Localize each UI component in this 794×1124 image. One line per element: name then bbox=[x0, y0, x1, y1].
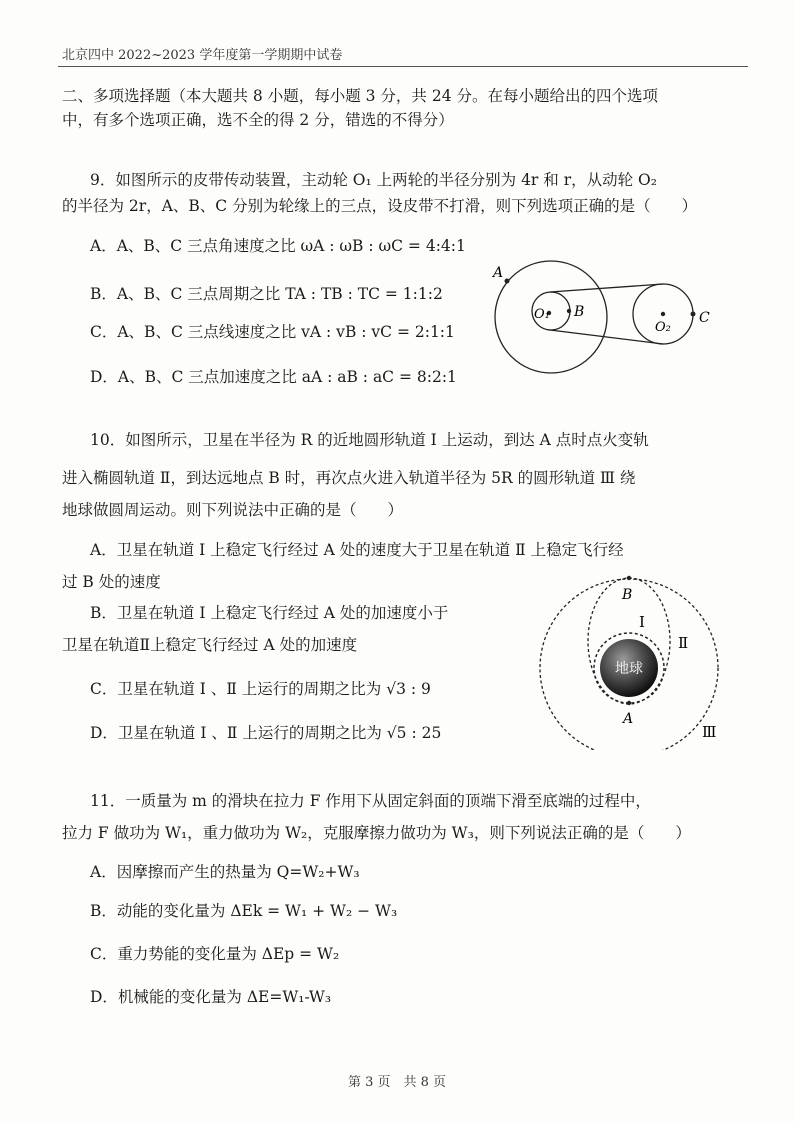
point-b bbox=[627, 576, 631, 580]
belt-upper bbox=[550, 284, 663, 292]
q10-option-c: C．卫星在轨道 Ⅰ 、Ⅱ 上运行的周期之比为 √3 : 9 bbox=[90, 680, 431, 698]
belt-drive-figure bbox=[480, 255, 720, 390]
q9-option-d: D．A、B、C 三点加速度之比 aA : aB : aC = 8:2:1 bbox=[90, 368, 457, 386]
q9-option-b: B．A、B、C 三点周期之比 TA : TB : TC = 1:1:2 bbox=[90, 285, 443, 303]
q9-option-c: C．A、B、C 三点线速度之比 vA : vB : vC = 2:1:1 bbox=[90, 323, 455, 341]
label-earth: 地球 bbox=[615, 661, 643, 677]
q11-stem-line2: 拉力 F 做功为 W₁，重力做功为 W₂，克服摩擦力做功为 W₃，则下列说法正确的是（ ） bbox=[62, 824, 691, 842]
section-heading-line1: 二、多项选择题（本大题共 8 小题，每小题 3 分，共 24 分。在每小题给出的四个选项 bbox=[62, 87, 659, 105]
point-b bbox=[567, 309, 571, 313]
label-o2: O₂ bbox=[655, 320, 671, 335]
label-b: B bbox=[622, 587, 633, 603]
label-orbit-iii: Ⅲ bbox=[702, 723, 717, 741]
q10-stem-line1: 10．如图所示，卫星在半径为 R 的近地圆形轨道 Ⅰ 上运动，到达 A 点时点火变轨 bbox=[90, 431, 649, 449]
q10-option-a-line2: 过 B 处的速度 bbox=[62, 573, 161, 591]
label-a: A bbox=[493, 265, 504, 281]
q9-stem-line1: 9．如图所示的皮带传动装置，主动轮 O₁ 上两轮的半径分别为 4r 和 r，从动轮 O₂ bbox=[90, 171, 657, 189]
q10-option-b-line1: B．卫星在轨道 Ⅰ 上稳定飞行经过 A 处的加速度小于 bbox=[90, 604, 449, 622]
label-a: A bbox=[623, 711, 634, 727]
point-c bbox=[691, 312, 696, 317]
label-o1: O₁ bbox=[534, 307, 550, 322]
point-a bbox=[627, 701, 631, 705]
center-o2 bbox=[661, 312, 665, 316]
q9-stem-line2: 的半径为 2r，A、B、C 分别为轮缘上的三点，设皮带不打滑，则下列选项正确的是（ ） bbox=[62, 197, 698, 215]
q11-stem-line1: 11．一质量为 m 的滑块在拉力 F 作用下从固定斜面的顶端下滑至底端的过程中， bbox=[90, 792, 651, 810]
belt-lower bbox=[550, 330, 663, 344]
header-rule bbox=[58, 66, 748, 67]
q10-option-a-line1: A．卫星在轨道 Ⅰ 上稳定飞行经过 A 处的速度大于卫星在轨道 Ⅱ 上稳定飞行经 bbox=[90, 541, 624, 559]
q9-option-a: A．A、B、C 三点角速度之比 ωA : ωB : ωC = 4:4:1 bbox=[90, 237, 466, 255]
q10-stem-line3: 地球做圆周运动。则下列说法中正确的是（ ） bbox=[62, 501, 404, 519]
large-wheel-o1 bbox=[495, 261, 607, 373]
page-footer: 第 3 页 共 8 页 bbox=[347, 1075, 447, 1090]
section-heading-line2: 中，有多个选项正确，选不全的得 2 分，错选的不得分） bbox=[62, 111, 454, 129]
point-a bbox=[505, 279, 510, 284]
label-c: C bbox=[699, 310, 710, 326]
q10-option-d: D．卫星在轨道 Ⅰ 、Ⅱ 上运行的周期之比为 √5 : 25 bbox=[90, 724, 442, 742]
label-orbit-ii: Ⅱ bbox=[678, 634, 689, 652]
q11-option-c: C．重力势能的变化量为 ΔEp = W₂ bbox=[90, 945, 340, 963]
q10-stem-line2: 进入椭圆轨道 Ⅱ，到达远地点 B 时，再次点火进入轨道半径为 5R 的圆形轨道 Ⅲ 绕 bbox=[62, 469, 636, 487]
q11-option-d: D．机械能的变化量为 ΔE=W₁-W₃ bbox=[90, 988, 332, 1006]
q11-option-a: A．因摩擦而产生的热量为 Q=W₂+W₃ bbox=[90, 863, 360, 881]
label-orbit-i: Ⅰ bbox=[639, 613, 645, 631]
orbit-figure bbox=[530, 570, 730, 750]
page-header: 北京四中 2022~2023 学年度第一学期期中试卷 bbox=[62, 48, 343, 63]
q11-option-b: B．动能的变化量为 ΔEk = W₁ + W₂ − W₃ bbox=[90, 902, 398, 920]
label-b: B bbox=[574, 304, 585, 320]
q10-option-b-line2: 卫星在轨道Ⅱ上稳定飞行经过 A 处的加速度 bbox=[62, 636, 358, 654]
